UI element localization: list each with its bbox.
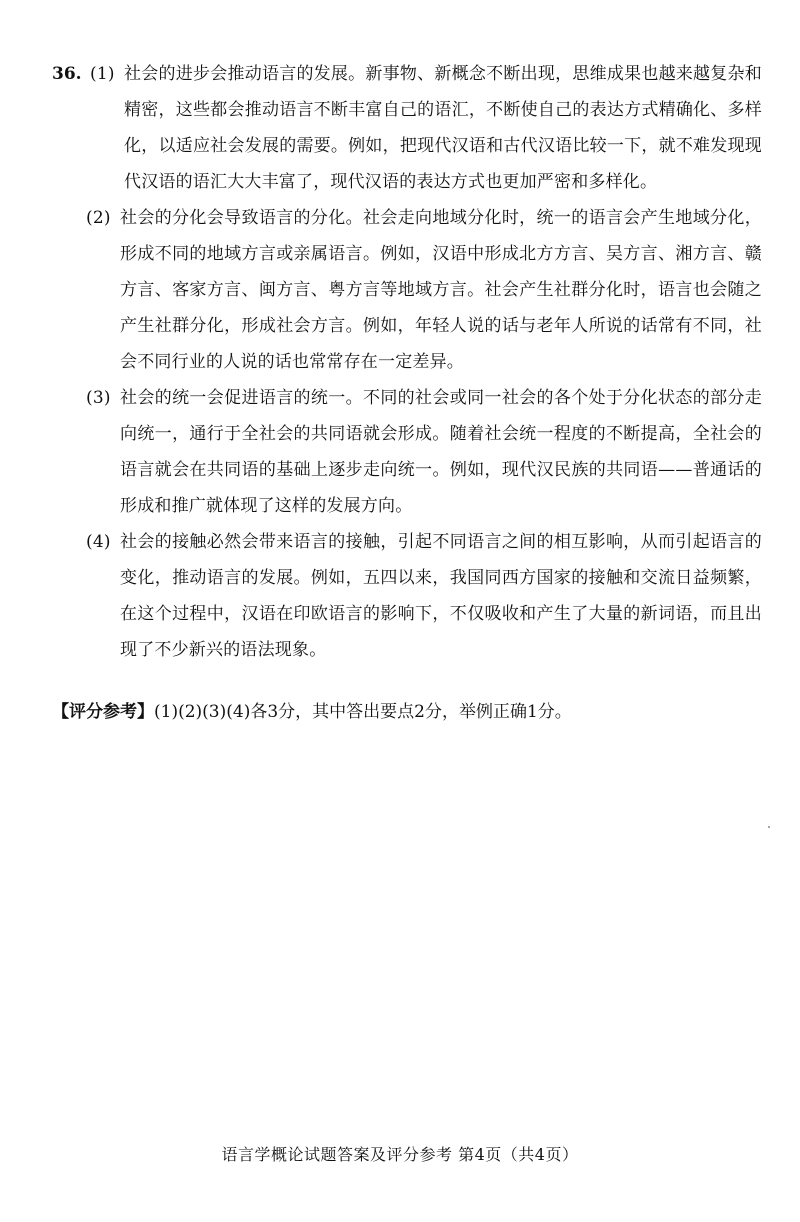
answer-item-3 xyxy=(86,380,762,524)
grading-text: (1)(2)(3)(4)各3分，其中答出要点2分，举例正确1分。 xyxy=(154,702,572,722)
answer-item-4 xyxy=(86,524,762,668)
answer-label-2: (2) xyxy=(86,208,111,228)
answer-text-4: 社会的接触必然会带来语言的接触，引起不同语言之间的相互影响，从而引起语言的变化，推动语言的发展。例如，五四以来，我国同西方国家的接触和交流日益频繁，在这个过程中，汉语在印欧语言的影响下，不仅吸收和产生了大量的新词语，而且出现了不少新兴的语法现象。 xyxy=(120,532,762,660)
question-number: 36. xyxy=(52,64,82,84)
grading-reference xyxy=(52,698,762,726)
answer-item-2 xyxy=(86,200,762,380)
answer-label-1: (1) xyxy=(90,64,115,84)
scan-speck xyxy=(768,826,770,828)
answer-label-4: (4) xyxy=(86,532,111,552)
answer-item-1 xyxy=(90,56,762,200)
question-36 xyxy=(52,56,762,668)
page-footer: 语言学概论试题答案及评分参考 第4页（共4页） xyxy=(221,1145,579,1164)
answer-text-2: 社会的分化会导致语言的分化。社会走向地域分化时，统一的语言会产生地域分化，形成不同的地域方言或亲属语言。例如，汉语中形成北方方言、吴方言、湘方言、赣方言、客家方言、闽方言、粤方言等地域方言。社会产生社群分化时，语言也会随之产生社群分化，形成社会方言。例如，年轻人说的话与老年人所说的话常有不同，社会不同行业的人说的话也常常存在一定差异。 xyxy=(120,208,762,372)
answer-text-3: 社会的统一会促进语言的统一。不同的社会或同一社会的各个处于分化状态的部分走向统一，通行于全社会的共同语就会形成。随着社会统一程度的不断提高，全社会的语言就会在共同语的基础上逐步走向统一。例如，现代汉民族的共同语——普通话的形成和推广就体现了这样的发展方向。 xyxy=(120,388,762,516)
answer-text-1: 社会的进步会推动语言的发展。新事物、新概念不断出现，思维成果也越来越复杂和精密，这些都会推动语言不断丰富自己的语汇，不断使自己的表达方式精确化、多样化，以适应社会发展的需要。例如，把现代汉语和古代汉语比较一下，就不难发现现代汉语的语汇大大丰富了，现代汉语的表达方式也更加严密和多样化。 xyxy=(124,64,762,192)
answer-label-3: (3) xyxy=(86,388,111,408)
grading-label: 【评分参考】 xyxy=(52,702,154,722)
